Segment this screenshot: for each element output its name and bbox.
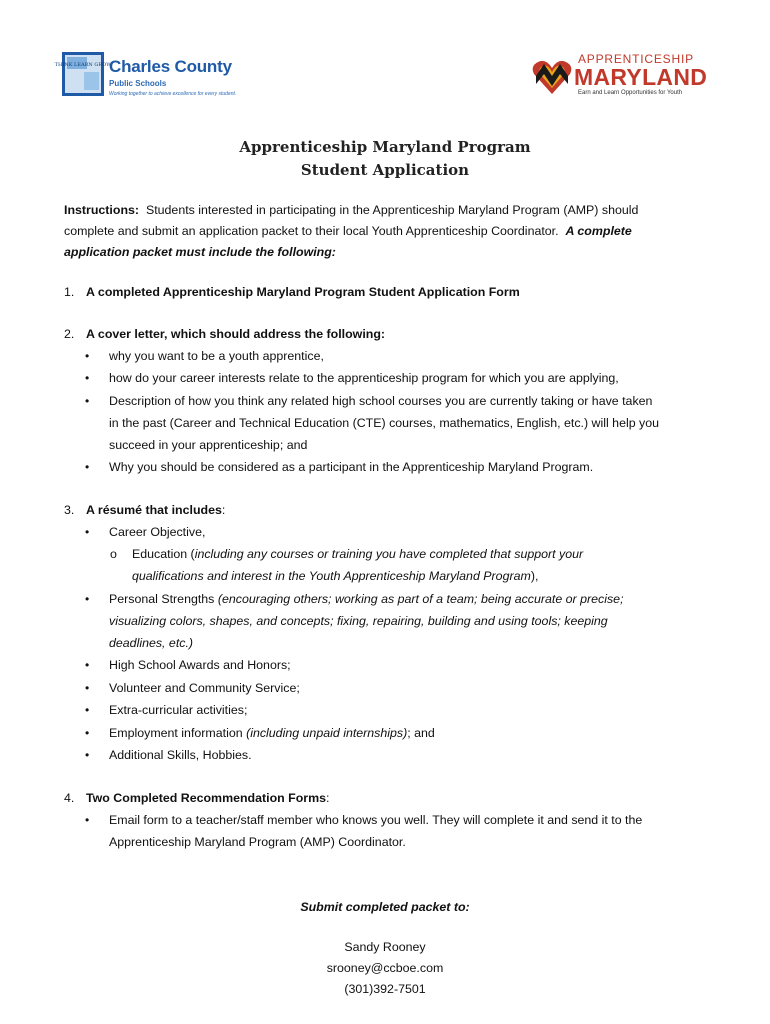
bullet-icon: • — [85, 592, 90, 606]
item-number: 1. — [64, 285, 75, 299]
bullet-icon: • — [85, 703, 90, 717]
amp-tagline: Earn and Learn Opportunities for Youth — [578, 90, 683, 96]
list-item: Employment information (including unpaid internships); and — [109, 726, 435, 740]
contact-email: srooney@ccboe.com — [326, 961, 444, 975]
ccps-emblem-text: THINK LEARN GROW — [54, 62, 112, 68]
amp-top-text: APPRENTICESHIP — [578, 52, 694, 66]
ccps-name: Charles County — [109, 57, 232, 76]
list-item: Career Objective, — [109, 525, 206, 539]
amp-heart-icon — [530, 54, 574, 98]
sub-bullet-icon: o — [110, 547, 117, 561]
list-item-continuation: succeed in your apprenticeship; and — [109, 438, 308, 452]
bullet-icon: • — [85, 394, 90, 408]
instructions-label: Instructions: — [64, 203, 140, 217]
item-heading: A résumé that includes: — [86, 503, 226, 517]
apprenticeship-maryland-logo — [530, 52, 708, 100]
instructions-line-1: Instructions: Students interested in participating in the Apprenticeship Maryland Program (AMP) should — [64, 203, 639, 217]
list-item-continuation: Apprenticeship Maryland Program (AMP) Coordinator. — [109, 835, 406, 849]
bullet-icon: • — [85, 349, 90, 363]
bullet-icon: • — [85, 658, 90, 672]
contact-phone: (301)392-7501 — [344, 982, 426, 996]
list-item: Why you should be considered as a participant in the Apprenticeship Maryland Program. — [109, 460, 594, 474]
item-number: 4. — [64, 791, 75, 805]
bullet-icon: • — [85, 813, 90, 827]
item-number: 2. — [64, 327, 75, 341]
list-item-continuation: deadlines, etc.) — [109, 636, 194, 650]
list-item-continuation: qualifications and interest in the Youth Apprenticeship Maryland Program), — [132, 569, 539, 583]
list-item: Education (including any courses or training you have completed that support your — [132, 547, 584, 561]
page-title: Apprenticeship Maryland Program — [239, 138, 531, 156]
list-item: Description of how you think any related high school courses you are currently taking or have taken — [109, 394, 653, 408]
bullet-icon: • — [85, 681, 90, 695]
instructions-line-3: application packet must include the following: — [64, 245, 336, 259]
bullet-icon: • — [85, 460, 90, 474]
instructions-line-2: complete and submit an application packet to their local Youth Apprenticeship Coordinator. A complete — [64, 224, 632, 238]
ccps-emblem-icon — [54, 52, 112, 96]
list-item-continuation: in the past (Career and Technical Education (CTE) courses, mathematics, English, etc.) will help you — [109, 416, 660, 430]
bullet-icon: • — [85, 525, 90, 539]
list-item: Extra-curricular activities; — [109, 703, 248, 717]
ccps-subname: Public Schools — [109, 79, 167, 88]
bullet-icon: • — [85, 726, 90, 740]
contact-name: Sandy Rooney — [344, 940, 426, 954]
bullet-icon: • — [85, 748, 90, 762]
list-item-continuation: visualizing colors, shapes, and concepts; fixing, repairing, building and using tools; keeping — [109, 614, 608, 628]
bullet-icon: • — [85, 371, 90, 385]
list-item: High School Awards and Honors; — [109, 658, 291, 672]
amp-main-text: MARYLAND — [574, 64, 708, 90]
list-item: Volunteer and Community Service; — [109, 681, 300, 695]
ccps-tagline: Working together to achieve excellence for every student. — [109, 91, 237, 97]
list-item: Additional Skills, Hobbies. — [109, 748, 252, 762]
item-heading: Two Completed Recommendation Forms: — [86, 791, 330, 805]
item-number: 3. — [64, 503, 75, 517]
page-subtitle: Student Application — [300, 161, 470, 179]
submit-heading: Submit completed packet to: — [300, 900, 470, 914]
item-heading: A cover letter, which should address the following: — [86, 327, 386, 341]
list-item: how do your career interests relate to the apprenticeship program for which you are applying, — [109, 371, 619, 385]
list-item: Personal Strengths (encouraging others; working as part of a team; being accurate or precise; — [109, 592, 624, 606]
list-item: why you want to be a youth apprentice, — [109, 349, 324, 363]
list-item: Email form to a teacher/staff member who knows you well. They will complete it and send it to the — [109, 813, 643, 827]
item-heading: A completed Apprenticeship Maryland Program Student Application Form — [86, 285, 520, 299]
charles-county-logo — [54, 52, 242, 100]
